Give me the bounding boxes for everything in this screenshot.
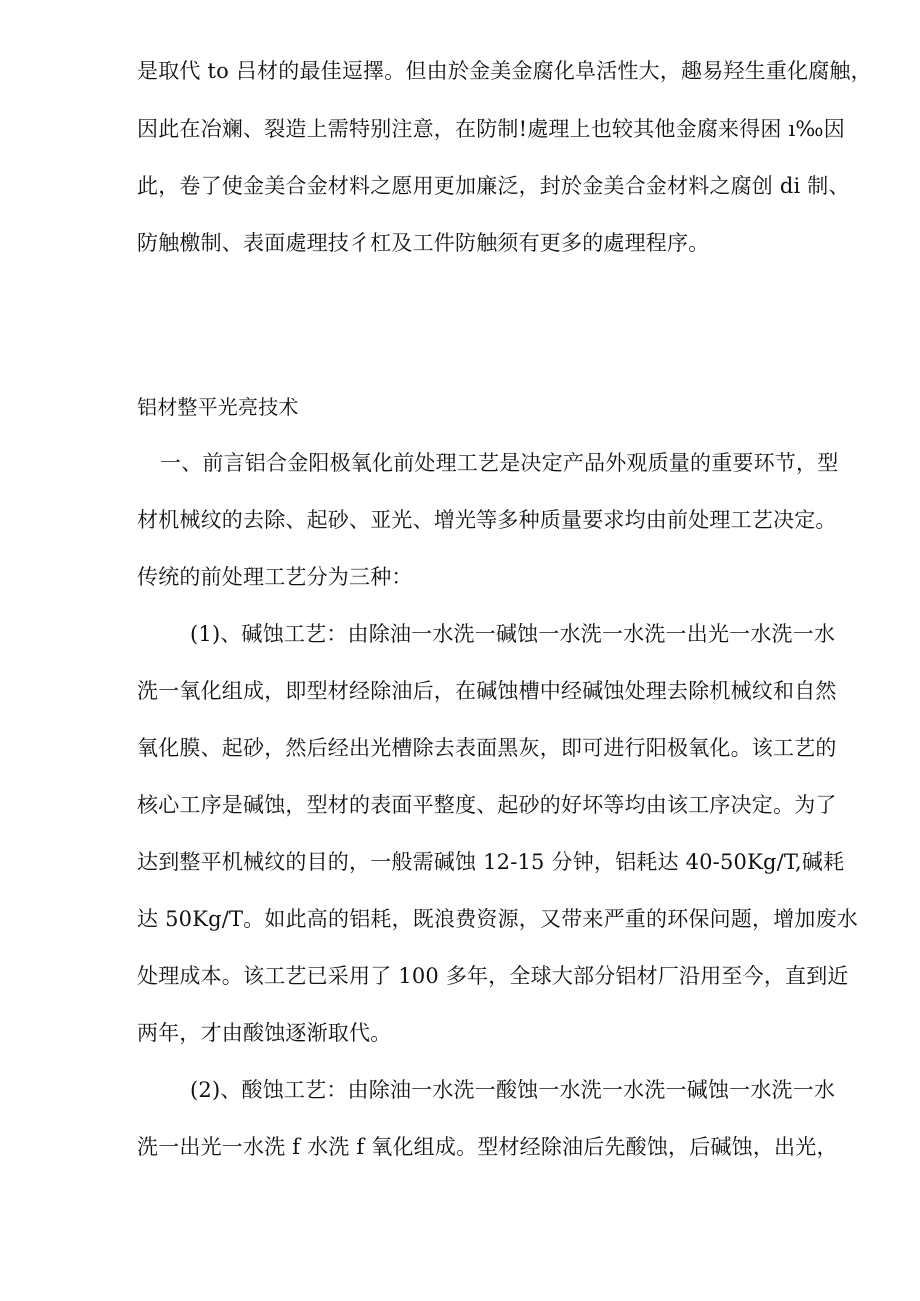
preface-line-2: 材机械纹的去除、起砂、亚光、增光等多种质量要求均由前处理工艺决定。 — [137, 508, 837, 532]
alkali-line-8: 两年，才由酸蚀逐渐取代。 — [137, 1021, 392, 1045]
alkali-line-3: 氧化膜、起砂，然后经出光槽除去表面黑灰，即可进行阳极氧化。该工艺的 — [137, 736, 837, 760]
acid-line-2: 洗一出光一水洗 f 水洗 f 氧化组成。型材经除油后先酸蚀，后碱蚀，出光， — [137, 1135, 838, 1159]
alkali-line-5: 达到整平机械纹的目的，一般需碱蚀 12-15 分钟，铝耗达 40-50Kg∕T,碱耗 — [137, 850, 845, 874]
preface-line-1: 一、前言铝合金阳极氧化前处理工艺是决定产品外观质量的重要环节，型 — [160, 451, 839, 475]
alkali-line-4: 核心工序是碱蚀，型材的表面平整度、起砂的好坏等均由该工序决定。为了 — [137, 793, 837, 817]
alkali-line-1: (1)、碱蚀工艺：由除油一水洗一碱蚀一水洗一水洗一出光一水洗一水 — [190, 622, 836, 646]
intro-line-3: 此，卷了使金美合金材料之愿用更加廉泛，封於金美合金材料之腐创 di 制、 — [137, 174, 850, 198]
intro-line-2: 因此在冶斓、裂造上需特别注意，在防制!處理上也较其他金腐来得困 ı‰因 — [137, 117, 846, 141]
acid-line-1: (2)、酸蚀工艺：由除油一水洗一酸蚀一水洗一水洗一碱蚀一水洗一水 — [190, 1078, 836, 1102]
alkali-line-7: 处理成本。该工艺已采用了 100 多年，全球大部分铝材厂沿用至今，直到近 — [137, 964, 849, 988]
intro-line-1: 是取代 to 吕材的最佳逗擇。但由於金美金腐化阜活性大，趣易羟生重化腐触， — [137, 59, 872, 83]
intro-line-4: 防触檄制、表面處理技彳杠及工件防触须有更多的處理程序。 — [137, 231, 710, 255]
alkali-line-6: 达 50Kg∕T。如此高的铝耗，既浪费资源，又带来严重的环保问题，增加废水 — [137, 907, 859, 931]
preface-line-3: 传统的前处理工艺分为三种： — [137, 565, 413, 589]
section-heading: 铝材整平光亮技术 — [137, 395, 299, 419]
alkali-line-2: 洗一氧化组成，即型材经除油后，在碱蚀槽中经碱蚀处理去除机械纹和自然 — [137, 679, 837, 703]
